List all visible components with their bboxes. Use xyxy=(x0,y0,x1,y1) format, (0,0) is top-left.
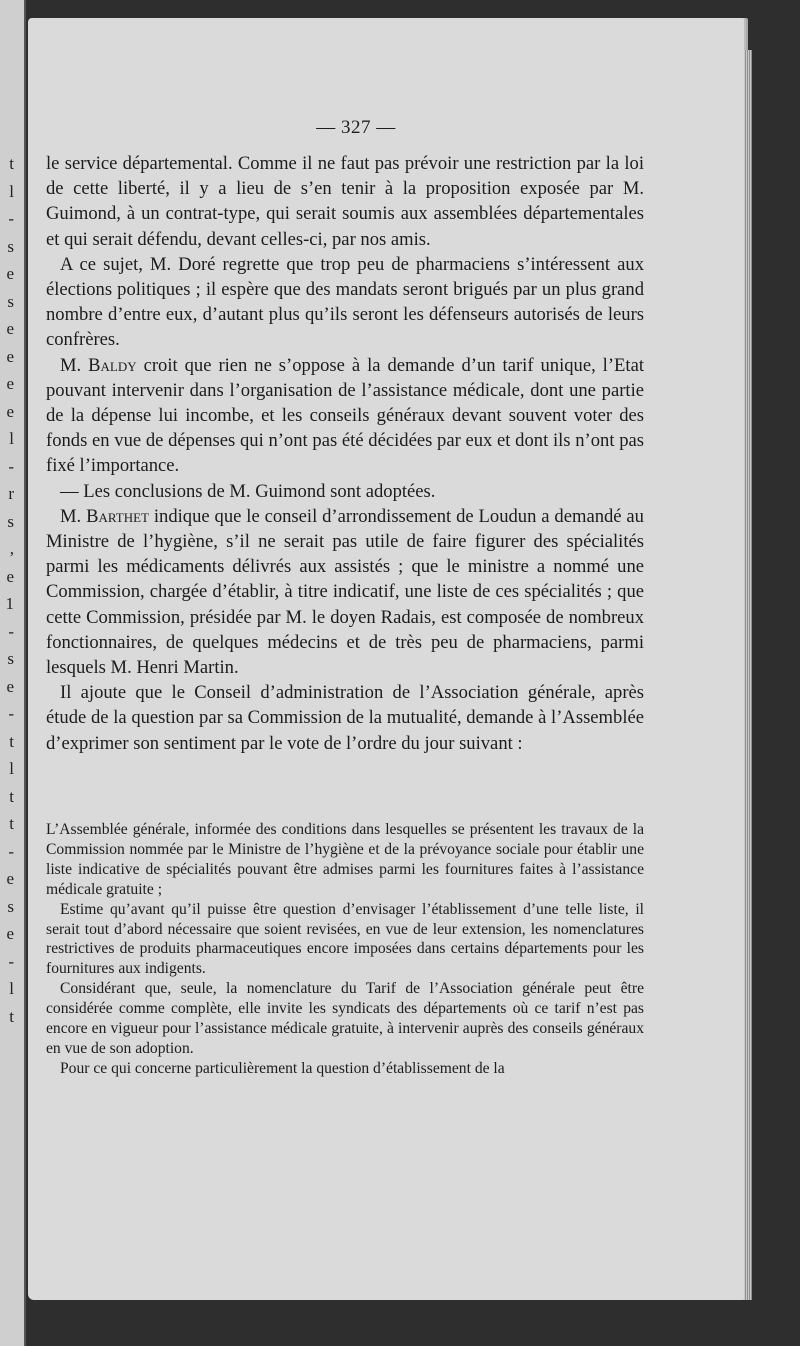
paragraph-text: — Les conclusions de M. Guimond sont adoptées. xyxy=(60,480,436,502)
paragraph xyxy=(46,252,644,353)
fragment-char: s xyxy=(7,896,14,916)
paragraph-text: A ce sujet, M. Doré regrette que trop peu de pharmaciens s’intéressent aux élections politiques ; il espère que des mandats seront brigués par un plus grand nombre d’entre eux, d’autant plus qu’ils seront les défenseurs autorisés de leurs confrères. xyxy=(46,253,644,351)
fragment-char: s xyxy=(7,236,14,256)
fragment-char: s xyxy=(7,511,14,531)
document-page xyxy=(28,18,744,1300)
speaker-name: Barthet xyxy=(86,505,149,527)
fragment-char: t xyxy=(9,154,14,173)
paragraph xyxy=(46,680,644,756)
fragment-char: s xyxy=(7,291,14,311)
fragment-char: t xyxy=(9,814,14,833)
paragraph-text: le service départemental. Comme il ne faut pas prévoir une restriction par la loi de cette liberté, il y a lieu de s’en tenir à la proposition exposée par M. Guimond, à un contrat-type, qui serait soumis aux assemblées départementales et qui serait défendu, devant celles-ci, par nos amis. xyxy=(46,153,644,250)
paragraph xyxy=(46,151,644,252)
fragment-char: t xyxy=(9,786,14,806)
page-number: — 327 — xyxy=(316,117,396,138)
fragment-char: e xyxy=(6,566,14,586)
fragment-char: e xyxy=(6,374,14,393)
fragment-char: e xyxy=(6,319,14,338)
fragment-char: e xyxy=(6,264,14,283)
fragment-char: 1 xyxy=(5,594,14,613)
fragment-char: e xyxy=(6,869,14,888)
fragment-char: l xyxy=(9,429,14,448)
fragment-char: l xyxy=(9,181,14,201)
fragment-char: - xyxy=(8,841,14,861)
fragment-char: l xyxy=(9,979,14,998)
paragraph-text: Il ajoute que le Conseil d’administration de l’Association générale, après étude de la question par sa Commission de la mutualité, demande à l’Assemblée d’exprimer son sentiment par le vote de l’ordre du jour suivant : xyxy=(46,682,644,754)
resolution-paragraph: Considérant que, seule, la nomenclature du Tarif de l’Association générale peut être considérée comme complète, elle invite les syndicats des départements où ce tarif n’est pas encore en vigueur pour l’assistance médicale gratuite, à intervenir auprès des conseils généraux en vue de son adoption. xyxy=(46,980,644,1057)
fragment-char: - xyxy=(8,456,14,476)
resolution-paragraph: L’Assemblée générale, informée des conditions dans lesquelles se présentent les travaux de la Commission nommée par le Ministre de l’hygiène et de la prévoyance sociale pour établir une liste indicative de spécialités pouvant être admises parmi les fournitures faites à l’assistance médicale gratuite ; xyxy=(46,821,644,898)
fragment-char: r xyxy=(8,484,14,503)
paragraph-text: croit que rien ne s’oppose à la demande d’un tarif unique, l’Etat pouvant intervenir dans l’organisation de l’assistance médicale, dont une partie de la dépense lui incombe, et les conseils généraux devant souvent voter des fonds en vue de dépenses qui n’ont pas été décidées par eux et dont ils n’ont pas fixé l’importance. xyxy=(46,354,644,477)
fragment-char: e xyxy=(6,401,14,421)
speaker-name: Baldy xyxy=(88,354,137,376)
fragment-char: s xyxy=(7,649,14,668)
fragment-char: e xyxy=(6,676,14,696)
fragment-char: - xyxy=(8,209,14,228)
resolution-paragraph: Estime qu’avant qu’il puisse être question d’envisager l’établissement d’une telle liste, il serait tout d’abord nécessaire que soient revisées, en vue de leur extension, les nomenclatures restrictives de produits pharmaceutiques encore imposées dans certains départements pour les fournitures aux indigents. xyxy=(46,900,644,978)
fragment-char: t xyxy=(9,731,14,751)
paragraph-text: indique que le conseil d’arrondissement de Loudun a demandé au Ministre de l’hygiène, s’il ne serait pas utile de faire figurer des spécialités parmi les médicaments délivrés aux assistés ; que le ministre a nommé une Commission, chargée d’établir, à titre indicatif, une liste de ces spécialités ; que cette Commission, présidée par M. le doyen Radais, est composée de nombreux fonctionnaires, de quelques médecins et de très peu de pharmaciens, parmi lesquels M. Henri Martin. xyxy=(46,505,644,679)
paragraph xyxy=(46,479,644,504)
paragraph xyxy=(46,504,644,680)
fragment-char: t xyxy=(9,1006,14,1026)
fragment-char: e xyxy=(6,346,14,366)
body-text xyxy=(46,151,644,756)
page-stack-edge xyxy=(744,50,752,1300)
fragment-char: - xyxy=(8,621,14,641)
speaker-prefix: M. xyxy=(60,354,89,376)
facing-page-text xyxy=(0,150,14,1030)
fragment-char: - xyxy=(8,951,14,971)
fragment-char: - xyxy=(8,704,14,723)
speaker-prefix: M. xyxy=(60,505,87,527)
resolution-text xyxy=(46,820,644,1079)
fragment-char: e xyxy=(6,924,14,943)
paragraph xyxy=(46,353,644,479)
resolution-paragraph: Pour ce qui concerne particulièrement la question d’établissement de la xyxy=(60,1059,505,1077)
fragment-char: l xyxy=(9,759,14,778)
fragment-char: , xyxy=(9,539,14,558)
facing-page-edge xyxy=(0,0,26,1346)
